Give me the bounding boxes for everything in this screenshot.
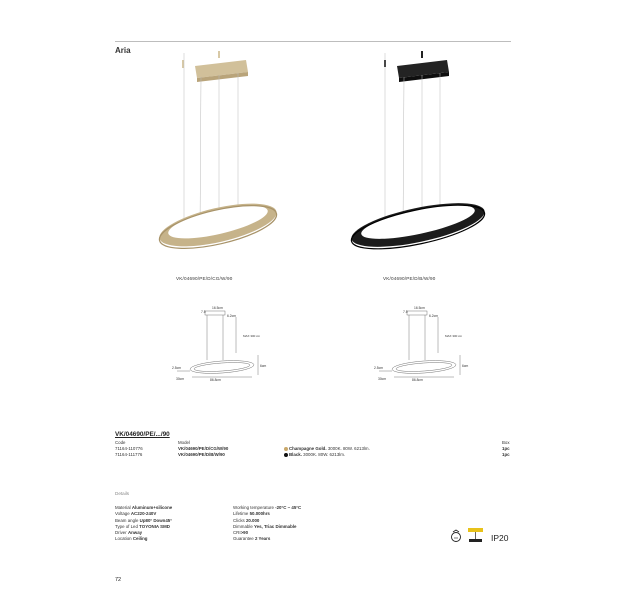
spec-box-column (502, 440, 510, 459)
detail-row: Voltage AC220-240V (115, 511, 157, 517)
dim-label: 16.5cm (414, 306, 425, 310)
dimension-drawing-1 (170, 305, 280, 385)
detail-row: Material Aluminum+silicone (115, 505, 173, 510)
product-family-title: Aria (115, 46, 131, 55)
detail-row: Type of Led TOYONIA SMD (115, 523, 170, 529)
details-right-column (233, 505, 301, 543)
box-cell: 1pc (502, 452, 510, 458)
table-row (284, 452, 370, 458)
detail-row: Clicks 20.000 (233, 517, 260, 523)
details-left-column (115, 505, 172, 543)
ceiling-mount-icon (467, 527, 484, 544)
detail-row: Guarantee 2 Years (233, 536, 271, 542)
product-illustrations (140, 45, 510, 260)
ip-rating-label: IP20 (491, 533, 509, 543)
product-model-label-1: VK/04690/PE/D/CG/W/90 (176, 276, 233, 281)
spec-model-column (178, 440, 228, 459)
dim-label: 30cm (378, 377, 387, 381)
column-header-box: Box (502, 440, 510, 445)
spec-code-column (115, 440, 143, 459)
detail-row: Working temperature -20°C ~ 45°C (233, 505, 302, 510)
spec-description-column (284, 446, 370, 458)
dim-label: 6cm (462, 364, 469, 368)
details-heading: Details (115, 491, 130, 496)
light-specs: 3000K. 80W. 6213lm. (303, 452, 346, 458)
spec-heading: VK/04690/PE/.../90 (115, 431, 170, 438)
dim-label: 6.2cm (227, 314, 236, 318)
dim-label: 30cm (176, 377, 185, 381)
dim-label: 16.5cm (212, 306, 223, 310)
dim-label: 7.5 (201, 310, 206, 314)
model-cell: VK/04690/PE/D/B/W/90 (178, 452, 225, 458)
page-number: 72 (115, 577, 122, 583)
dim-label: 6cm (260, 364, 267, 368)
color-name: Black. (289, 452, 302, 458)
dim-label: 2.5cm (172, 366, 181, 370)
detail-row: CRI>90 (233, 530, 249, 536)
dim-label: 86.8cm (412, 378, 423, 382)
color-swatch-icon (284, 447, 288, 451)
column-header-model: Model (178, 440, 190, 445)
box-cell: 1pc (502, 446, 510, 452)
code-cell: 71164-110776 (115, 446, 143, 452)
champagne-gold-lamp-image (156, 51, 281, 257)
column-header-code: Code (115, 440, 126, 445)
detail-row: Location Ceiling (115, 536, 148, 542)
detail-row: Dimmable Yes, Triac Dimmable (233, 523, 297, 529)
dim-label: 2.5cm (374, 366, 383, 370)
color-swatch-icon (284, 453, 288, 457)
model-cell: VK/04690/PE/D/CG/W/90 (178, 446, 229, 452)
dim-label: 86.8cm (210, 378, 221, 382)
header-rule (115, 41, 511, 42)
code-cell: 71164-111776 (115, 452, 143, 458)
dim-label: 6.2cm (429, 314, 438, 318)
detail-row: Lifetime 50.000hrs (233, 511, 270, 517)
dim-label: MAX 300 cm (445, 334, 463, 338)
light-specs: 3000K. 80W. 6213lm. (327, 446, 370, 452)
dimmable-icon (449, 528, 463, 544)
product-model-label-2: VK/04690/PE/D/B/W/90 (383, 276, 436, 281)
dim-label: MAX 300 cm (243, 334, 261, 338)
dim-label: 7.5 (403, 310, 408, 314)
color-name: Champagne Gold. (289, 446, 327, 452)
detail-row: Beam angle Up80° Down45° (115, 517, 172, 523)
black-lamp-image (348, 51, 488, 258)
dimension-drawing-2 (372, 305, 482, 385)
detail-row: Driver Anway (115, 530, 143, 536)
